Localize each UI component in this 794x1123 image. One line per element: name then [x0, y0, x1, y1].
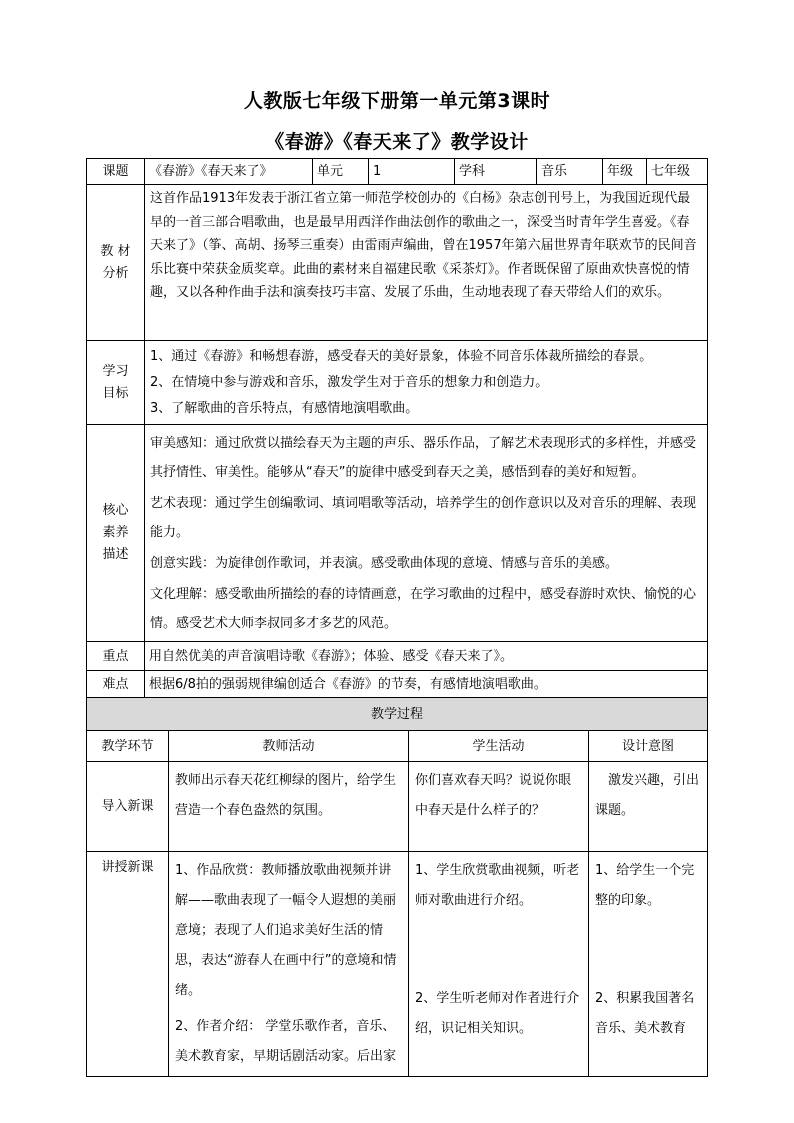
- unit-value: 1: [369, 159, 455, 185]
- teacher-paragraph: 教师出示春天花红柳绿的图片，给学生营造一个春色盎然的氛围。: [175, 773, 397, 818]
- teaching-process-table: [86, 697, 708, 1077]
- column-header: 学生活动: [409, 731, 589, 762]
- core-item: 艺术表现：通过学生创编歌词、填词唱歌等活动，培养学生的创作意识以及对音乐的理解、表现能力。: [150, 495, 697, 540]
- grade-label: 年级: [603, 159, 647, 185]
- student-paragraph: 你们喜欢春天吗？说说你眼中春天是什么样子的？: [415, 773, 572, 818]
- key-point-label: 重点: [87, 642, 145, 671]
- stage-cell: 讲授新课: [87, 852, 169, 1077]
- teacher-activity: [169, 852, 409, 1077]
- design-intent: [589, 762, 708, 852]
- student-activity: [409, 762, 589, 852]
- goal-item: 1、通过《春游》和畅想春游，感受春天的美好景象，体验不同音乐体裁所描绘的春景。: [150, 348, 653, 364]
- student-paragraph: 2、学生听老师对作者进行介绍，识记相关知识。: [415, 991, 580, 1036]
- goals-list: [145, 341, 708, 425]
- student-activity: [409, 852, 589, 1077]
- design-intent: [589, 852, 708, 1077]
- goals-label: 学习 目标: [87, 341, 145, 425]
- lesson-label: 课题: [87, 159, 145, 185]
- intent-paragraph: 2、积累我国著名音乐、美术教育: [595, 991, 695, 1036]
- goal-item: 3、了解歌曲的音乐特点，有感情地演唱歌曲。: [150, 400, 419, 416]
- analysis-label: 教 材 分析: [87, 185, 145, 341]
- table-row: [87, 852, 708, 1077]
- teacher-activity: [169, 762, 409, 852]
- process-heading: 教学过程: [87, 698, 708, 731]
- difficulty-text: 根据6/8拍的强弱规律编创适合《春游》的节奏，有感情地演唱歌曲。: [145, 671, 708, 698]
- core-label: 核心 素养 描述: [87, 425, 145, 642]
- column-header: 设计意图: [589, 731, 708, 762]
- core-item: 创意实践：为旋律创作歌词，并表演。感受歌曲体现的意境、情感与音乐的美感。: [150, 555, 619, 571]
- subject-value: 音乐: [537, 159, 603, 185]
- teacher-paragraph: 1、作品欣赏：教师播放歌曲视频并讲解——歌曲表现了一幅令人遐想的美丽意境；表现了人们追求美好生活的情思，表达“游春人在画中行”的意境和情绪。: [175, 863, 397, 998]
- unit-label: 单元: [313, 159, 369, 185]
- grade-value: 七年级: [647, 159, 708, 185]
- core-list: [145, 425, 708, 642]
- document-title: 人教版七年级下册第一单元第3课时: [243, 90, 551, 112]
- table-row: [87, 762, 708, 852]
- subject-label: 学科: [455, 159, 537, 185]
- core-item: 审美感知：通过欣赏以描绘春天为主题的声乐、器乐作品，了解艺术表现形式的多样性，并感受其抒情性、审美性。能够从“春天”的旋律中感受到春天之美，感悟到春的美好和短暂。: [150, 435, 697, 480]
- goal-item: 2、在情境中参与游戏和音乐，激发学生对于音乐的想象力和创造力。: [150, 374, 549, 390]
- document-subtitle: 《春游》《春天来了》教学设计: [265, 131, 529, 153]
- student-paragraph: 1、学生欣赏歌曲视频，听老师对歌曲进行介绍。: [415, 863, 580, 908]
- column-header: 教学环节: [87, 731, 169, 762]
- intent-paragraph: 1、给学生一个完整的印象。: [595, 863, 695, 908]
- core-item: 文化理解：感受歌曲所描绘的春的诗情画意，在学习歌曲的过程中，感受春游时欢快、愉悦的心情。感受艺术大师李叔同多才多艺的风范。: [150, 586, 697, 631]
- teacher-paragraph: 2、作者介绍： 学堂乐歌作者，音乐、美术教育家，早期话剧活动家。后出家: [175, 1019, 397, 1064]
- lesson-info-table: [86, 158, 708, 698]
- intent-paragraph: 激发兴趣，引出课题。: [595, 773, 700, 818]
- lesson-value: 《春游》《春天来了》: [145, 159, 313, 185]
- column-header: 教师活动: [169, 731, 409, 762]
- stage-cell: 导入新课: [87, 762, 169, 852]
- difficulty-label: 难点: [87, 671, 145, 698]
- analysis-text: 这首作品1913年发表于浙江省立第一师范学校创办的《白杨》杂志创刊号上，为我国近现代最早的一首三部合唱歌曲，也是最早用西洋作曲法创作的歌曲之一，深受当时青年学生喜爱。《春天来了》（筝、高胡、扬琴三重奏）由雷雨声编曲，曾在1957年第六届世界青年联欢节的民间音乐比赛中荣获金质奖章。此曲的素材来自福建民歌《采茶灯》。作者既保留了原曲欢快喜悦的情趣，又以各种作曲手法和演奏技巧丰富、发展了乐曲，生动地表现了春天带给人们的欢乐。: [145, 185, 708, 341]
- key-point-text: 用自然优美的声音演唱诗歌《春游》；体验、感受《春天来了》。: [145, 642, 708, 671]
